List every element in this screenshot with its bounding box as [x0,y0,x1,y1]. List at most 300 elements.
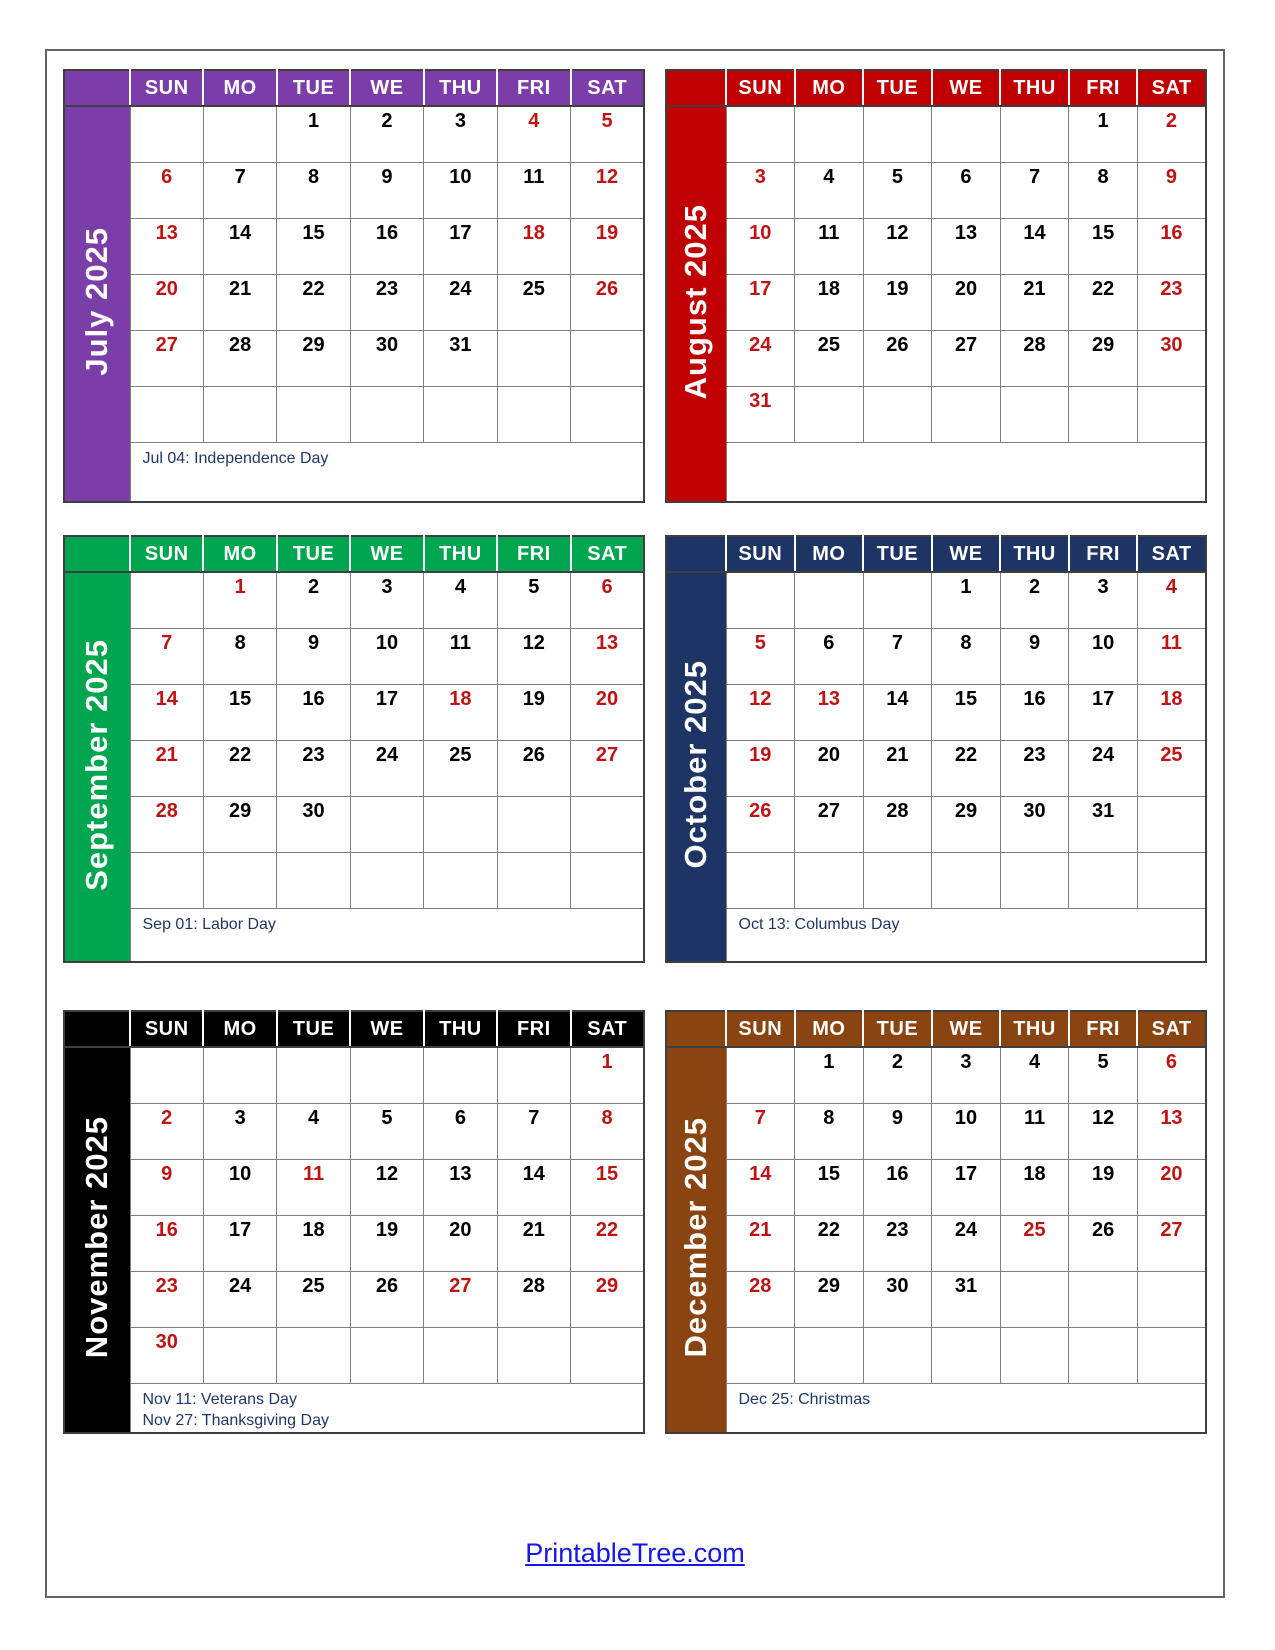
day-cell: 24 [726,330,795,386]
day-cell: 20 [130,274,203,330]
weekday-header: SUN [726,70,795,106]
day-cell: 21 [130,740,203,796]
day-cell: 16 [1000,684,1069,740]
holiday-note: Sep 01: Labor Day [142,915,276,933]
month-july-2025 [63,69,645,503]
empty-day-cell [571,386,644,442]
day-cell: 10 [350,628,423,684]
day-cell: 22 [795,1215,864,1271]
holiday-note: Oct 13: Columbus Day [738,915,900,933]
empty-day-cell [350,796,423,852]
day-cell: 13 [571,628,644,684]
day-cell: 18 [277,1215,350,1271]
weekday-header: MO [203,1011,276,1047]
day-cell: 6 [795,628,864,684]
empty-day-cell [1000,852,1069,908]
day-cell: 20 [795,740,864,796]
empty-day-cell [1069,386,1138,442]
month-corner-cell [666,1011,726,1047]
day-cell: 20 [424,1215,497,1271]
weekday-header: WE [350,70,423,106]
day-cell: 28 [203,330,276,386]
month-september-2025 [63,535,645,963]
weekday-header: TUE [277,536,350,572]
day-cell: 28 [726,1271,795,1327]
day-cell: 23 [350,274,423,330]
month-title-sidebar [666,1047,726,1433]
empty-day-cell [1069,1327,1138,1383]
weekday-header: THU [1000,1011,1069,1047]
day-cell: 9 [130,1159,203,1215]
day-cell: 16 [350,218,423,274]
day-cell: 5 [497,572,570,628]
day-cell: 18 [1137,684,1206,740]
day-cell: 17 [350,684,423,740]
month-title-sidebar [666,106,726,502]
day-cell: 11 [277,1159,350,1215]
month-november-2025 [63,1010,645,1434]
day-cell: 21 [497,1215,570,1271]
day-cell: 14 [863,684,932,740]
weekday-header: SAT [1137,536,1206,572]
empty-day-cell [726,852,795,908]
empty-day-cell [1000,1327,1069,1383]
day-cell: 9 [1137,162,1206,218]
month-august-2025 [665,69,1207,503]
month-table [63,535,645,963]
day-cell: 12 [571,162,644,218]
day-cell: 25 [497,274,570,330]
day-cell: 13 [130,218,203,274]
day-cell: 22 [203,740,276,796]
empty-day-cell [424,386,497,442]
day-cell: 15 [203,684,276,740]
day-cell: 1 [203,572,276,628]
day-cell: 11 [424,628,497,684]
day-cell: 16 [130,1215,203,1271]
day-cell: 1 [571,1047,644,1103]
weekday-header: MO [203,536,276,572]
day-cell: 4 [277,1103,350,1159]
day-cell: 29 [795,1271,864,1327]
month-corner-cell [64,536,130,572]
day-cell: 18 [424,684,497,740]
day-cell: 19 [350,1215,423,1271]
day-cell: 27 [130,330,203,386]
day-cell: 29 [1069,330,1138,386]
holiday-note: Nov 11: Veterans Day [142,1390,297,1408]
footer [45,1538,1225,1569]
day-cell: 18 [1000,1159,1069,1215]
day-cell: 30 [863,1271,932,1327]
day-cell: 12 [863,218,932,274]
empty-day-cell [795,852,864,908]
empty-day-cell [497,796,570,852]
empty-day-cell [277,852,350,908]
empty-day-cell [571,852,644,908]
month-corner-cell [64,70,130,106]
day-cell: 21 [203,274,276,330]
weekday-header: WE [350,536,423,572]
weekday-header: TUE [863,536,932,572]
weekday-header: SAT [1137,70,1206,106]
day-cell: 3 [1069,572,1138,628]
day-cell: 30 [130,1327,203,1383]
empty-day-cell [726,1047,795,1103]
day-cell: 17 [424,218,497,274]
holiday-note-row [130,908,644,962]
day-cell: 18 [497,218,570,274]
day-cell: 2 [277,572,350,628]
day-cell: 8 [277,162,350,218]
weekday-header: THU [1000,536,1069,572]
day-cell: 25 [795,330,864,386]
day-cell: 31 [424,330,497,386]
empty-day-cell [277,386,350,442]
day-cell: 14 [726,1159,795,1215]
day-cell: 12 [350,1159,423,1215]
day-cell: 9 [863,1103,932,1159]
day-cell: 23 [130,1271,203,1327]
day-cell: 6 [130,162,203,218]
weekday-header: MO [795,70,864,106]
empty-day-cell [726,106,795,162]
day-cell: 24 [932,1215,1001,1271]
day-cell: 27 [932,330,1001,386]
empty-day-cell [424,1047,497,1103]
day-cell: 14 [130,684,203,740]
day-cell: 28 [130,796,203,852]
day-cell: 25 [1000,1215,1069,1271]
holiday-note-row [726,908,1206,962]
empty-day-cell [203,106,276,162]
weekday-header: THU [424,1011,497,1047]
day-cell: 3 [350,572,423,628]
empty-day-cell [350,1047,423,1103]
empty-day-cell [497,1327,570,1383]
weekday-header: MO [795,536,864,572]
weekday-header: TUE [863,70,932,106]
empty-day-cell [130,852,203,908]
empty-day-cell [795,386,864,442]
day-cell: 15 [1069,218,1138,274]
empty-day-cell [1137,1271,1206,1327]
weekday-header: TUE [277,1011,350,1047]
weekday-header: SUN [726,536,795,572]
day-cell: 26 [571,274,644,330]
day-cell: 4 [795,162,864,218]
weekday-header: TUE [863,1011,932,1047]
weekday-header: SAT [571,536,644,572]
holiday-note-row [726,442,1206,502]
empty-day-cell [424,1327,497,1383]
holiday-note-row [130,1383,644,1433]
weekday-header: WE [350,1011,423,1047]
empty-day-cell [350,852,423,908]
day-cell: 1 [795,1047,864,1103]
empty-day-cell [130,106,203,162]
day-cell: 14 [497,1159,570,1215]
day-cell: 29 [932,796,1001,852]
day-cell: 22 [932,740,1001,796]
day-cell: 9 [1000,628,1069,684]
day-cell: 10 [203,1159,276,1215]
day-cell: 20 [932,274,1001,330]
day-cell: 4 [1000,1047,1069,1103]
empty-day-cell [932,386,1001,442]
day-cell: 18 [795,274,864,330]
day-cell: 7 [1000,162,1069,218]
weekday-header: WE [932,70,1001,106]
day-cell: 22 [1069,274,1138,330]
empty-day-cell [1137,1327,1206,1383]
holiday-note: Jul 04: Independence Day [142,449,329,467]
empty-day-cell [350,1327,423,1383]
day-cell: 27 [795,796,864,852]
day-cell: 17 [203,1215,276,1271]
day-cell: 26 [497,740,570,796]
day-cell: 16 [1137,218,1206,274]
empty-day-cell [497,386,570,442]
day-cell: 5 [1069,1047,1138,1103]
empty-day-cell [424,852,497,908]
empty-day-cell [497,330,570,386]
day-cell: 6 [571,572,644,628]
day-cell: 21 [726,1215,795,1271]
day-cell: 26 [726,796,795,852]
day-cell: 26 [350,1271,423,1327]
day-cell: 10 [424,162,497,218]
day-cell: 23 [863,1215,932,1271]
day-cell: 2 [1137,106,1206,162]
empty-day-cell [1069,852,1138,908]
month-table [665,535,1207,963]
weekday-header: FRI [1069,1011,1138,1047]
day-cell: 20 [571,684,644,740]
day-cell: 10 [726,218,795,274]
month-title: November 2025 [79,1116,115,1359]
day-cell: 24 [203,1271,276,1327]
day-cell: 6 [932,162,1001,218]
day-cell: 28 [1000,330,1069,386]
day-cell: 13 [932,218,1001,274]
month-title: October 2025 [678,660,714,869]
day-cell: 19 [726,740,795,796]
empty-day-cell [1000,1271,1069,1327]
empty-day-cell [795,106,864,162]
day-cell: 23 [1000,740,1069,796]
day-cell: 31 [932,1271,1001,1327]
month-title: July 2025 [79,227,115,376]
day-cell: 30 [1000,796,1069,852]
month-title-sidebar [64,1047,130,1433]
day-cell: 10 [932,1103,1001,1159]
holiday-note: Nov 27: Thanksgiving Day [142,1412,329,1430]
empty-day-cell [203,386,276,442]
month-title-sidebar [64,106,130,502]
day-cell: 23 [1137,274,1206,330]
holiday-note: Dec 25: Christmas [738,1390,871,1408]
weekday-header: THU [424,70,497,106]
day-cell: 7 [497,1103,570,1159]
day-cell: 19 [571,218,644,274]
day-cell: 11 [497,162,570,218]
day-cell: 3 [726,162,795,218]
empty-day-cell [932,852,1001,908]
empty-day-cell [932,106,1001,162]
weekday-header: MO [795,1011,864,1047]
month-december-2025 [665,1010,1207,1434]
day-cell: 2 [863,1047,932,1103]
day-cell: 5 [571,106,644,162]
day-cell: 15 [571,1159,644,1215]
weekday-header: WE [932,536,1001,572]
day-cell: 26 [863,330,932,386]
day-cell: 19 [1069,1159,1138,1215]
empty-day-cell [863,106,932,162]
month-october-2025 [665,535,1207,963]
month-corner-cell [666,70,726,106]
day-cell: 8 [203,628,276,684]
day-cell: 9 [277,628,350,684]
day-cell: 31 [1069,796,1138,852]
day-cell: 24 [424,274,497,330]
day-cell: 20 [1137,1159,1206,1215]
empty-day-cell [497,1047,570,1103]
day-cell: 12 [1069,1103,1138,1159]
empty-day-cell [1000,386,1069,442]
day-cell: 17 [726,274,795,330]
month-title-sidebar [666,572,726,962]
weekday-header: FRI [497,1011,570,1047]
empty-day-cell [130,1047,203,1103]
day-cell: 13 [795,684,864,740]
weekday-header: SUN [130,1011,203,1047]
empty-day-cell [863,386,932,442]
empty-day-cell [932,1327,1001,1383]
day-cell: 9 [350,162,423,218]
empty-day-cell [424,796,497,852]
month-table [665,69,1207,503]
weekday-header: FRI [497,536,570,572]
day-cell: 30 [350,330,423,386]
day-cell: 25 [424,740,497,796]
day-cell: 19 [497,684,570,740]
day-cell: 26 [1069,1215,1138,1271]
day-cell: 5 [863,162,932,218]
empty-day-cell [795,572,864,628]
day-cell: 17 [932,1159,1001,1215]
day-cell: 31 [726,386,795,442]
day-cell: 1 [1069,106,1138,162]
day-cell: 19 [863,274,932,330]
day-cell: 23 [277,740,350,796]
weekday-header: TUE [277,70,350,106]
empty-day-cell [1069,1271,1138,1327]
day-cell: 5 [350,1103,423,1159]
day-cell: 7 [726,1103,795,1159]
weekday-header: SAT [571,70,644,106]
holiday-note-row [130,442,644,502]
empty-day-cell [130,572,203,628]
day-cell: 6 [1137,1047,1206,1103]
month-title-sidebar [64,572,130,962]
month-title: August 2025 [678,203,714,400]
day-cell: 17 [1069,684,1138,740]
day-cell: 14 [1000,218,1069,274]
day-cell: 24 [1069,740,1138,796]
month-table [63,69,645,503]
day-cell: 11 [795,218,864,274]
weekday-header: FRI [1069,536,1138,572]
day-cell: 16 [277,684,350,740]
day-cell: 8 [1069,162,1138,218]
empty-day-cell [571,1327,644,1383]
day-cell: 4 [1137,572,1206,628]
empty-day-cell [1137,386,1206,442]
day-cell: 14 [203,218,276,274]
day-cell: 11 [1000,1103,1069,1159]
day-cell: 25 [1137,740,1206,796]
weekday-header: THU [424,536,497,572]
day-cell: 25 [277,1271,350,1327]
day-cell: 27 [1137,1215,1206,1271]
day-cell: 29 [571,1271,644,1327]
day-cell: 12 [497,628,570,684]
day-cell: 21 [1000,274,1069,330]
day-cell: 29 [277,330,350,386]
day-cell: 6 [424,1103,497,1159]
empty-day-cell [350,386,423,442]
month-corner-cell [666,536,726,572]
day-cell: 1 [277,106,350,162]
day-cell: 8 [932,628,1001,684]
day-cell: 11 [1137,628,1206,684]
empty-day-cell [571,330,644,386]
empty-day-cell [571,796,644,852]
day-cell: 27 [424,1271,497,1327]
day-cell: 1 [932,572,1001,628]
weekday-header: SUN [130,70,203,106]
weekday-header: SUN [726,1011,795,1047]
day-cell: 7 [130,628,203,684]
weekday-header: FRI [1069,70,1138,106]
day-cell: 3 [932,1047,1001,1103]
footer-link[interactable]: PrintableTree.com [525,1538,745,1568]
empty-day-cell [130,386,203,442]
day-cell: 28 [863,796,932,852]
holiday-note-row [726,1383,1206,1433]
empty-day-cell [863,572,932,628]
day-cell: 3 [424,106,497,162]
day-cell: 8 [795,1103,864,1159]
day-cell: 2 [130,1103,203,1159]
day-cell: 27 [571,740,644,796]
month-title: September 2025 [79,638,115,891]
month-corner-cell [64,1011,130,1047]
weekday-header: SUN [130,536,203,572]
empty-day-cell [726,572,795,628]
day-cell: 10 [1069,628,1138,684]
weekday-header: THU [1000,70,1069,106]
day-cell: 13 [1137,1103,1206,1159]
month-table [665,1010,1207,1434]
weekday-header: MO [203,70,276,106]
day-cell: 22 [277,274,350,330]
weekday-header: WE [932,1011,1001,1047]
day-cell: 22 [571,1215,644,1271]
day-cell: 15 [277,218,350,274]
